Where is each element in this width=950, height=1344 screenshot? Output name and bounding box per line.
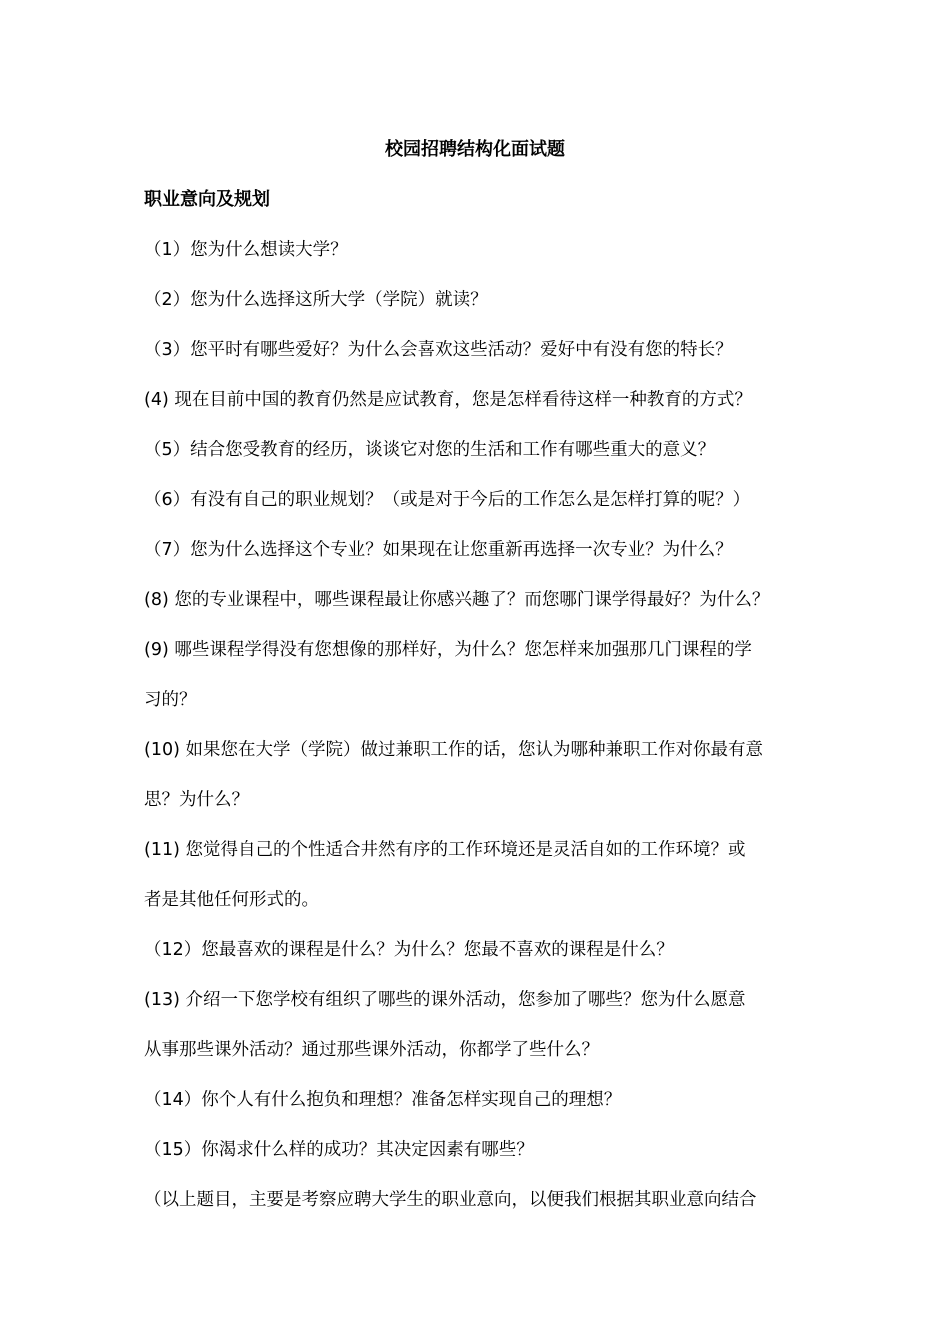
question-line-15: （15）你渴求什么样的成功？其决定因素有哪些？ bbox=[144, 1140, 534, 1160]
question-line-8: (8) 您的专业课程中，哪些课程最让你感兴趣了？而您哪门课学得最好？为什么？ bbox=[144, 590, 770, 610]
question-line-12: （12）您最喜欢的课程是什么？为什么？您最不喜欢的课程是什么？ bbox=[144, 940, 674, 960]
question-line-13-cont: 从事那些课外活动？通过那些课外活动，你都学了些什么？ bbox=[144, 1040, 599, 1060]
document-title: 校园招聘结构化面试题 bbox=[385, 139, 565, 160]
question-list bbox=[144, 237, 816, 1237]
summary-note-line: （以上题目，主要是考察应聘大学生的职业意向，以便我们根据其职业意向结合 bbox=[144, 1190, 757, 1210]
question-line-13: (13) 介绍一下您学校有组织了哪些的课外活动，您参加了哪些？您为什么愿意 bbox=[144, 990, 746, 1010]
question-line-11: (11) 您觉得自己的个性适合井然有序的工作环境还是灵活自如的工作环境？或 bbox=[144, 840, 746, 860]
question-line-5: （5）结合您受教育的经历，谈谈它对您的生活和工作有哪些重大的意义？ bbox=[144, 440, 716, 460]
question-line-11-cont: 者是其他任何形式的。 bbox=[144, 890, 319, 910]
question-line-1: （1）您为什么想读大学？ bbox=[144, 240, 348, 260]
question-line-10: (10) 如果您在大学（学院）做过兼职工作的话，您认为哪种兼职工作对你最有意 bbox=[144, 740, 763, 760]
question-line-14: （14）你个人有什么抱负和理想？准备怎样实现自己的理想？ bbox=[144, 1090, 622, 1110]
question-line-2: （2）您为什么选择这所大学（学院）就读？ bbox=[144, 290, 488, 310]
question-line-9-cont: 习的？ bbox=[144, 690, 197, 710]
question-line-6: （6）有没有自己的职业规划？（或是对于今后的工作怎么是怎样打算的呢？） bbox=[144, 490, 751, 510]
question-line-4: (4) 现在目前中国的教育仍然是应试教育，您是怎样看待这样一种教育的方式？ bbox=[144, 390, 752, 410]
question-line-10-cont: 思？为什么？ bbox=[144, 790, 249, 810]
question-line-9: (9) 哪些课程学得没有您想像的那样好，为什么？您怎样来加强那几门课程的学 bbox=[144, 640, 752, 660]
question-line-3: （3）您平时有哪些爱好？为什么会喜欢这些活动？爱好中有没有您的特长？ bbox=[144, 340, 733, 360]
section-heading: 职业意向及规划 bbox=[144, 189, 270, 210]
question-line-7: （7）您为什么选择这个专业？如果现在让您重新再选择一次专业？为什么？ bbox=[144, 540, 733, 560]
